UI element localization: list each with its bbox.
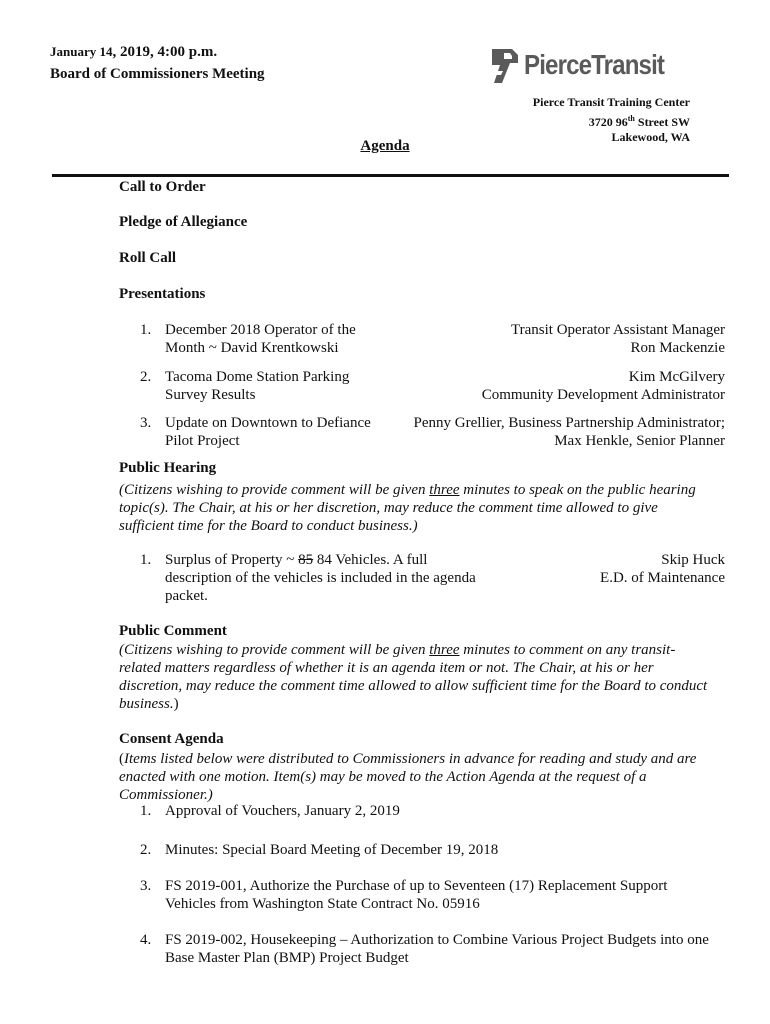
address-line-street: 3720 96th Street SW xyxy=(588,113,690,129)
meeting-date-time: , 2019, 4:00 p.m. xyxy=(112,44,218,60)
header-divider xyxy=(52,174,729,177)
pierce-transit-logo xyxy=(490,46,695,84)
section-roll-call: Roll Call xyxy=(119,250,177,266)
pierce-transit-logo-icon xyxy=(490,47,522,83)
agenda-title: Agenda xyxy=(360,138,410,154)
presenter: Transit Operator Assistant Manager Ron Mackenzie xyxy=(511,322,725,356)
presenter: Skip Huck E.D. of Maintenance xyxy=(600,552,725,586)
struck-vehicle-count: 85 xyxy=(298,552,314,568)
meeting-date xyxy=(50,44,217,61)
presenter: Penny Grellier, Business Partnership Administrator; Max Henkle, Senior Planner xyxy=(413,415,725,449)
section-call-to-order: Call to Order xyxy=(119,179,206,195)
section-consent-agenda: Consent Agenda xyxy=(119,731,224,747)
address-line-city: Lakewood, WA xyxy=(611,130,690,144)
consent-agenda-instructions: (Items listed below were distributed to Commissioners in advance for reading and study and are enacted with one motion. Item(s) may be moved to the Action Agenda at the request of a Commissioner.) xyxy=(119,751,697,803)
section-public-hearing: Public Hearing xyxy=(119,460,217,476)
pierce-transit-logo-text: PierceTransit xyxy=(524,49,665,80)
section-public-comment: Public Comment xyxy=(119,623,227,639)
public-hearing-instructions: (Citizens wishing to provide comment will be given three minutes to speak on the public hearing topic(s). The Chair, at his or her discretion, may reduce the comment time allowed to give sufficient time for the Board to conduct business.) xyxy=(119,482,696,534)
presenter: Kim McGilvery Community Development Administrator xyxy=(481,369,725,403)
section-presentations: Presentations xyxy=(119,286,206,302)
public-comment-instructions: (Citizens wishing to provide comment will be given three minutes to comment on any transit- related matters regardless of whether it is an agenda item or not. The Chair, at his or her discretion, may reduce the comment time allowed to allow sufficient time for the Board to conduct business.) xyxy=(119,642,708,712)
address-line-venue: Pierce Transit Training Center xyxy=(532,95,690,109)
meeting-date-month: January 14 xyxy=(50,44,113,59)
meeting-title: Board of Commissioners Meeting xyxy=(50,66,265,82)
section-pledge: Pledge of Allegiance xyxy=(119,214,248,230)
